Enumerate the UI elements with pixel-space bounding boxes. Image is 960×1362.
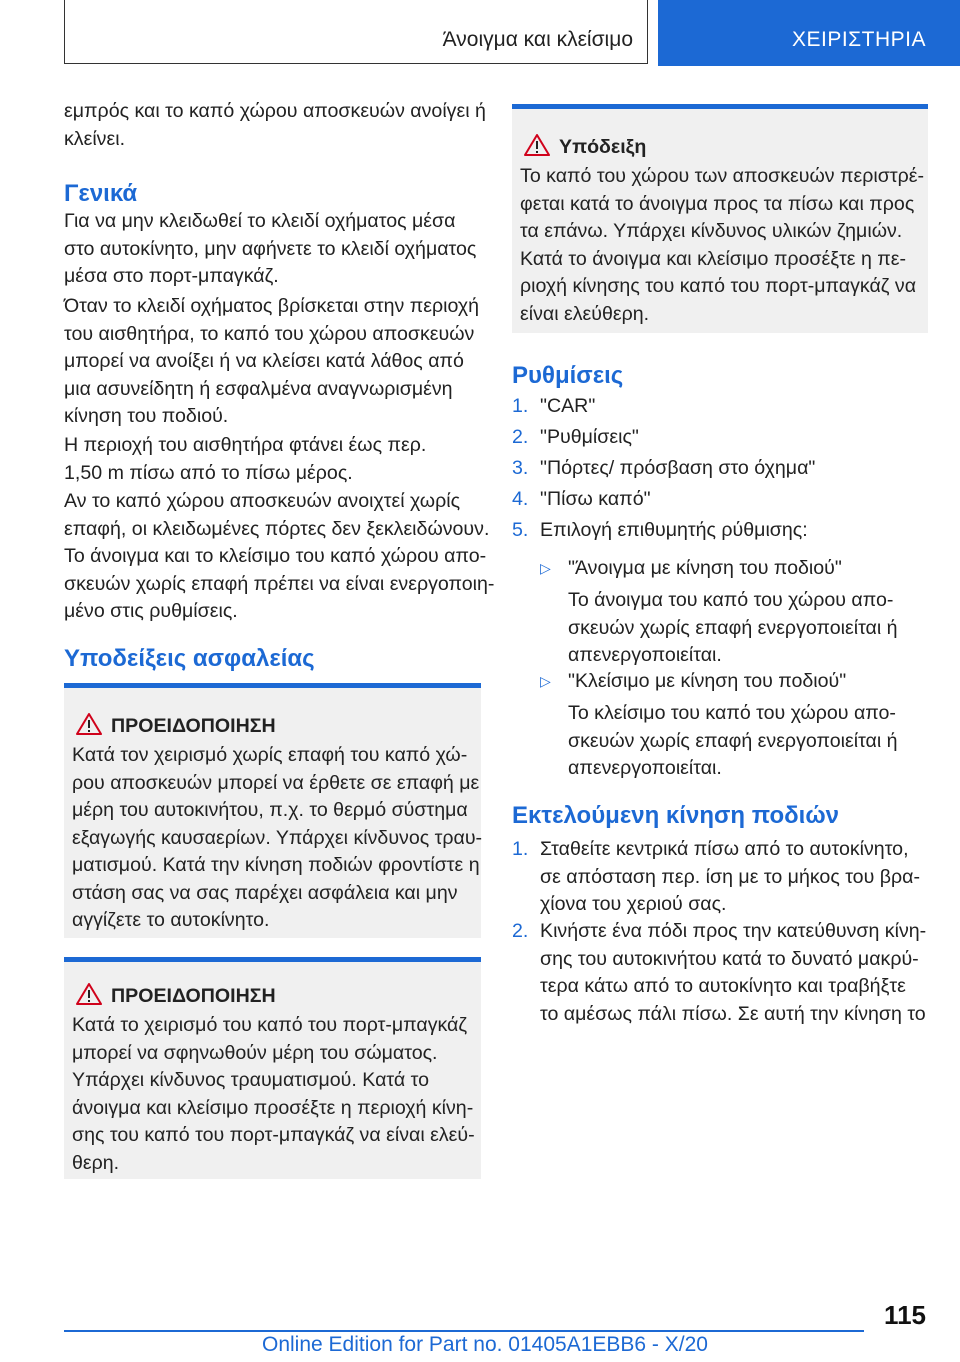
step-text: Επιλογή επιθυμητής ρύθμισης: <box>540 519 808 541</box>
text-line: απενεργοποιείται. <box>568 644 722 666</box>
section-heading-safety: Υποδείξεις ασφαλείας <box>64 645 315 672</box>
text-line: Όταν το κλειδί οχήματος βρίσκεται στην περιοχή <box>64 295 480 317</box>
warning-box-2 <box>64 957 481 1179</box>
option-description <box>568 587 898 670</box>
general-paragraph-1 <box>64 208 476 291</box>
warning-title: ΠΡΟΕΙΔΟΠΟΙΗΣΗ <box>111 715 276 737</box>
section-heading-general: Γενικά <box>64 180 138 207</box>
step-number: 2. <box>512 920 529 942</box>
general-paragraph-4 <box>64 488 489 543</box>
text-line: κλείνει. <box>64 127 126 150</box>
text-line: Σταθείτε κεντρικά πίσω από το αυτοκίνητο, <box>540 838 909 860</box>
step-number: 4. <box>512 488 529 510</box>
text-line: σκευών χωρίς επαφή ενεργοποιείται ή <box>568 729 898 752</box>
warning-title: ΠΡΟΕΙΔΟΠΟΙΗΣΗ <box>111 985 276 1007</box>
option-label: "Άνοιγμα με κίνηση του ποδιού" <box>568 557 842 579</box>
step-text: "Πίσω καπό" <box>540 488 651 510</box>
text-line: εξαγωγής καυσαερίων. Υπάρχει κίνδυνος τραυ- <box>72 826 483 849</box>
step-number: 1. <box>512 395 529 417</box>
text-line: Κατά το άνοιγμα και κλείσιμο προσέξτε η πε- <box>520 247 907 270</box>
text-line: Κατά τον χειρισμό χωρίς επαφή του καπό χώ- <box>72 744 468 766</box>
text-line: Το άνοιγμα του καπό του χώρου απο- <box>568 589 894 611</box>
text-line: απενεργοποιείται. <box>568 757 722 779</box>
text-line: στάση σας να σας παρέχει ασφάλεια και μην <box>72 881 458 904</box>
general-paragraph-2 <box>64 293 479 431</box>
note-title: Υπόδειξη <box>559 136 647 158</box>
warning-body <box>72 742 482 935</box>
text-line: τερα κάτω από το αυτοκίνητο και τραβήξτε <box>540 975 906 997</box>
text-line: επαφή, οι κλειδωμένες πόρτες δεν ξεκλειδώνουν. <box>64 517 490 540</box>
text-line: Το άνοιγμα και το κλείσιμο του καπό χώρου απο- <box>64 545 487 567</box>
text-line: είναι ελεύθερη. <box>520 302 650 325</box>
step-number: 3. <box>512 457 529 479</box>
text-line: ρου αποσκευών μπορεί να έρθετε σε επαφή με <box>72 771 480 794</box>
text-line: κίνηση του ποδιού. <box>64 405 229 427</box>
warning-body <box>72 1012 475 1177</box>
text-line: ματισμού. Κατά την κίνηση ποδιών φροντίστε η <box>72 854 480 876</box>
text-line: σης του καπό του πορτ-μπαγκάζ να είναι ελεύ- <box>72 1124 475 1146</box>
text-line: εμπρός και το καπό χώρου αποσκευών ανοίγει ή <box>64 100 486 122</box>
text-line: τα επάνω. Υπάρχει κίνδυνος υλικών ζημιών. <box>520 220 903 242</box>
step-number: 5. <box>512 519 529 541</box>
text-line: μέρη του αυτοκινήτου, π.χ. το θερμό σύστημα <box>72 799 468 821</box>
text-line: Κατά το χειρισμό του καπό του πορτ-μπαγκάζ <box>72 1014 468 1036</box>
text-line: το αμέσως πάλι πίσω. Σε αυτή την κίνηση το <box>540 1002 926 1025</box>
text-line: μένο στις ρυθμίσεις. <box>64 600 238 622</box>
footer-edition: Online Edition for Part no. 01405A1EBB6 - X/20 <box>262 1333 708 1356</box>
text-line: Υπάρχει κίνδυνος τραυματισμού. Κατά το <box>72 1069 430 1091</box>
warning-box-1 <box>64 683 481 938</box>
general-paragraph-3 <box>64 432 426 487</box>
general-paragraph-5 <box>64 543 494 626</box>
text-line: άνοιγμα και κλείσιμο προσέξτε η περιοχή κίνη- <box>72 1096 474 1119</box>
triangle-right-icon: ▷ <box>540 560 551 576</box>
text-line: σε απόσταση περ. ίση με το μήκος του βρα- <box>540 865 920 888</box>
text-line: μέσα στο πορτ-μπαγκάζ. <box>64 265 279 287</box>
step-text <box>540 918 926 1028</box>
step-text <box>540 836 920 919</box>
text-line: χίονα του χεριού σας. <box>540 893 727 915</box>
step-number: 2. <box>512 426 529 448</box>
note-box <box>512 104 928 333</box>
header-chapter-tab <box>658 0 960 66</box>
warning-triangle-icon <box>76 982 102 1006</box>
text-line: μπορεί να σφηνωθούν μέρη του σώματος. <box>72 1041 438 1064</box>
step-number: 1. <box>512 838 529 860</box>
text-line: μπορεί να ανοίξει ή να κλείσει κατά λάθος από <box>64 350 464 372</box>
text-line: Κινήστε ένα πόδι προς την κατεύθυνση κίνη- <box>540 920 927 942</box>
text-line: Η περιοχή του αισθητήρα φτάνει έως περ. <box>64 434 427 456</box>
section-heading-foot-movement: Εκτελούμενη κίνηση ποδιών <box>512 802 839 829</box>
header-chapter-title: ΧΕΙΡΙΣΤΗΡΙΑ <box>791 28 926 51</box>
text-line: Για να μην κλειδωθεί το κλειδί οχήματος μέσα <box>64 210 456 232</box>
text-line: ριοχή κίνησης του καπό του πορτ-μπαγκάζ να <box>520 275 917 297</box>
step-text: "Ρυθμίσεις" <box>540 426 639 448</box>
warning-triangle-icon <box>524 133 550 157</box>
note-body <box>520 163 924 328</box>
header-section-title: Άνοιγμα και κλείσιμο <box>442 28 633 51</box>
text-line: 1,50 m πίσω από το πίσω μέρος. <box>64 461 353 484</box>
text-line: σκευών χωρίς επαφή ενεργοποιείται ή <box>568 616 898 639</box>
warning-triangle-icon <box>76 712 102 736</box>
footer-divider <box>64 1330 864 1332</box>
settings-steps-list <box>512 393 932 543</box>
step-text: "CAR" <box>540 395 596 417</box>
text-line: φεται κατά το άνοιγμα προς τα πίσω και προς <box>520 192 915 215</box>
text-line: μια ασυνείδητη ή εσφαλμένα αναγνωρισμένη <box>64 377 453 400</box>
triangle-right-icon: ▷ <box>540 673 551 689</box>
text-line: στο αυτοκίνητο, μην αφήνετε το κλειδί οχήματος <box>64 237 477 260</box>
text-line: θερη. <box>72 1151 120 1174</box>
text-line: του αισθητήρα, το καπό του χώρου αποσκευών <box>64 322 475 345</box>
step-text: "Πόρτες/ πρόσβαση στο όχημα" <box>540 457 816 479</box>
text-line: σκευών χωρίς επαφή πρέπει να είναι ενεργοποιη- <box>64 572 495 595</box>
header-section-box <box>64 0 648 64</box>
intro-paragraph <box>64 98 486 153</box>
text-line: αγγίζετε το αυτοκίνητο. <box>72 909 270 931</box>
option-description <box>568 700 898 783</box>
option-label: "Κλείσιμο με κίνηση του ποδιού" <box>568 670 847 692</box>
page-number: 115 <box>884 1300 926 1330</box>
text-line: Το καπό του χώρου των αποσκευών περιστρέ- <box>520 165 925 187</box>
text-line: Το κλείσιμο του καπό του χώρου απο- <box>568 702 896 724</box>
text-line: Αν το καπό χώρου αποσκευών ανοιχτεί χωρίς <box>64 490 461 512</box>
section-heading-settings: Ρυθμίσεις <box>512 362 624 389</box>
text-line: σης του αυτοκινήτου κατά το δυνατό μακρύ- <box>540 947 919 970</box>
